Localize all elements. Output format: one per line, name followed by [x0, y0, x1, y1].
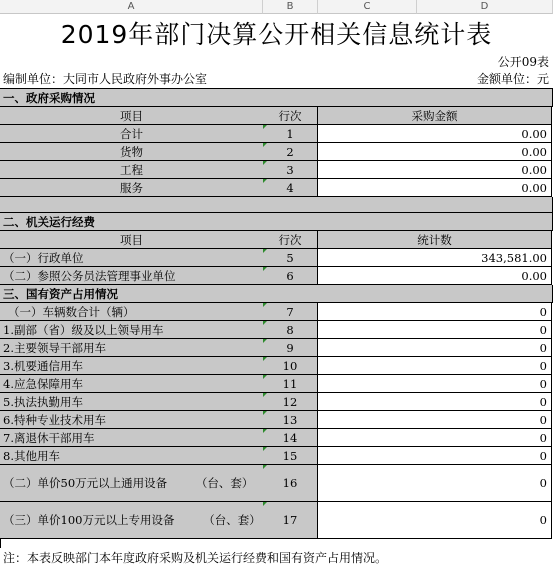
asset-value[interactable]: 0	[318, 429, 552, 447]
asset-value[interactable]: 0	[318, 411, 552, 429]
asset-item[interactable]: 1.副部（省）级及以上领导用车	[0, 321, 264, 339]
asset-item[interactable]: 8.其他用车	[0, 447, 264, 465]
procurement-value[interactable]: 0.00	[318, 125, 552, 143]
header-purchase-amount: 采购金额	[318, 107, 552, 125]
cell-indicator-icon	[263, 465, 267, 469]
amount-unit: 金额单位：元	[476, 72, 549, 86]
cell-indicator-icon	[263, 447, 267, 451]
asset-value[interactable]: 0	[318, 375, 552, 393]
cell-indicator-icon	[263, 179, 267, 183]
procurement-item[interactable]: 合计	[0, 125, 264, 143]
page-title: 2019年部门决算公开相关信息统计表	[60, 20, 493, 49]
table-note: 注：本表反映部门本年度政府采购及机关运行经费和国有资产占用情况。	[3, 551, 388, 565]
asset-item[interactable]: 5.执法执勤用车	[0, 393, 264, 411]
asset-item[interactable]: （三）单价100万元以上专用设备 （台、套）	[0, 502, 264, 539]
procurement-item[interactable]: 货物	[0, 143, 264, 161]
cell-indicator-icon	[263, 143, 267, 147]
asset-seq[interactable]: 16	[263, 465, 318, 502]
asset-value[interactable]: 0	[318, 339, 552, 357]
asset-seq[interactable]: 12	[263, 393, 318, 411]
cell-indicator-icon	[263, 393, 267, 397]
asset-seq[interactable]: 7	[263, 303, 318, 321]
statistics-table	[0, 88, 553, 548]
cell-indicator-icon	[263, 125, 267, 129]
header-item: 项目	[0, 107, 264, 125]
cell-indicator-icon	[263, 161, 267, 165]
operation-item[interactable]: （二）参照公务员法管理事业单位	[0, 267, 264, 285]
cell-indicator-icon	[263, 339, 267, 343]
cell-indicator-icon	[263, 502, 267, 506]
asset-seq[interactable]: 8	[263, 321, 318, 339]
asset-item[interactable]: 4.应急保障用车	[0, 375, 264, 393]
column-header-d[interactable]: D	[417, 0, 553, 14]
cell-indicator-icon	[263, 375, 267, 379]
procurement-seq[interactable]: 4	[263, 179, 318, 197]
cell-indicator-icon	[263, 249, 267, 253]
asset-item[interactable]: 7.离退休干部用车	[0, 429, 264, 447]
asset-value[interactable]: 0	[318, 465, 552, 502]
operation-seq[interactable]: 6	[263, 267, 318, 285]
cell-indicator-icon	[263, 357, 267, 361]
asset-seq[interactable]: 10	[263, 357, 318, 375]
asset-value[interactable]: 0	[318, 393, 552, 411]
procurement-item[interactable]: 服务	[0, 179, 264, 197]
cell-indicator-icon	[263, 429, 267, 433]
asset-seq[interactable]: 15	[263, 447, 318, 465]
asset-seq[interactable]: 14	[263, 429, 318, 447]
blank-row	[0, 197, 553, 213]
asset-item[interactable]: （二）单价50万元以上通用设备 （台、套）	[0, 465, 264, 502]
procurement-value[interactable]: 0.00	[318, 161, 552, 179]
column-header-c[interactable]: C	[318, 0, 417, 14]
cell-indicator-icon	[263, 303, 267, 307]
cell-indicator-icon	[263, 321, 267, 325]
procurement-seq[interactable]: 1	[263, 125, 318, 143]
asset-value[interactable]: 0	[318, 321, 552, 339]
asset-item[interactable]: 2.主要领导干部用车	[0, 339, 264, 357]
procurement-value[interactable]: 0.00	[318, 143, 552, 161]
procurement-seq[interactable]: 3	[263, 161, 318, 179]
header-item: 项目	[0, 231, 264, 249]
asset-value[interactable]: 0	[318, 502, 552, 539]
section-assets: 三、国有资产占用情况	[0, 285, 553, 303]
form-code: 公开09表	[497, 55, 549, 69]
asset-seq[interactable]: 9	[263, 339, 318, 357]
procurement-seq[interactable]: 2	[263, 143, 318, 161]
section-operations: 二、机关运行经费	[0, 213, 553, 231]
procurement-value[interactable]: 0.00	[318, 179, 552, 197]
header-seq: 行次	[263, 107, 318, 125]
asset-value[interactable]: 0	[318, 447, 552, 465]
asset-item[interactable]: 6.特种专业技术用车	[0, 411, 264, 429]
asset-item[interactable]: 3.机要通信用车	[0, 357, 264, 375]
section-procurement: 一、政府采购情况	[0, 89, 553, 107]
header-stat-count: 统计数	[318, 231, 552, 249]
column-header-b[interactable]: B	[263, 0, 318, 14]
asset-seq[interactable]: 11	[263, 375, 318, 393]
asset-value[interactable]: 0	[318, 303, 552, 321]
cell-indicator-icon	[263, 267, 267, 271]
asset-value[interactable]: 0	[318, 357, 552, 375]
column-header-a[interactable]: A	[0, 0, 263, 14]
asset-seq[interactable]: 17	[263, 502, 318, 539]
unit-label: 编制单位：大同市人民政府外事办公室	[3, 72, 208, 86]
cell-indicator-icon	[263, 411, 267, 415]
asset-seq[interactable]: 13	[263, 411, 318, 429]
asset-item[interactable]: （一）车辆数合计（辆）	[0, 303, 264, 321]
procurement-item[interactable]: 工程	[0, 161, 264, 179]
operation-value[interactable]: 343,581.00	[318, 249, 552, 267]
operation-value[interactable]: 0.00	[318, 267, 552, 285]
header-seq: 行次	[263, 231, 318, 249]
operation-seq[interactable]: 5	[263, 249, 318, 267]
operation-item[interactable]: （一）行政单位	[0, 249, 264, 267]
